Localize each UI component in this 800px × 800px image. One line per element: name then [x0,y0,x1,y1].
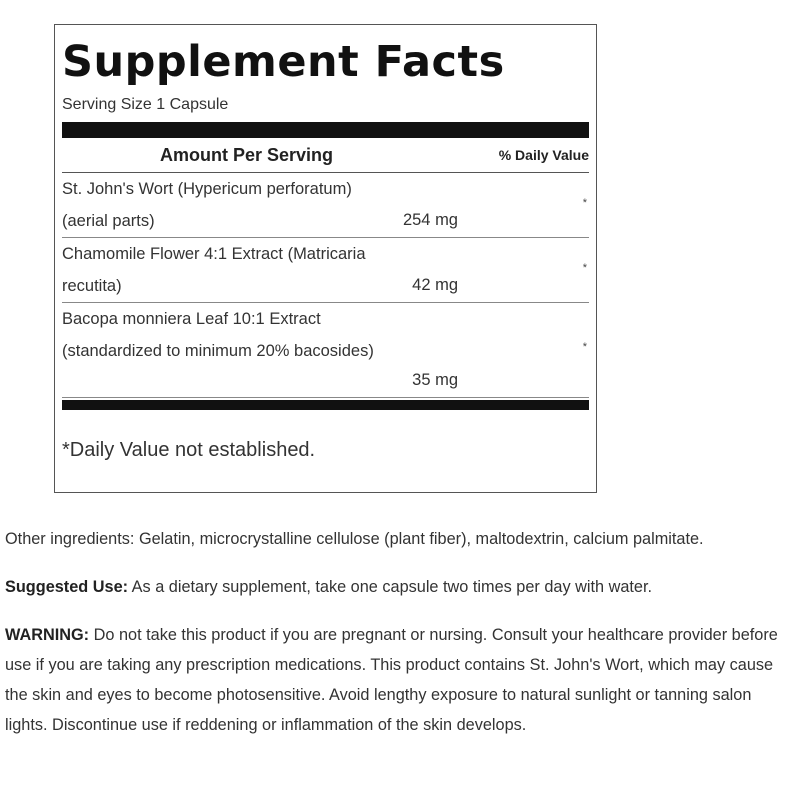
ingredient-amount: 35 mg [412,371,458,389]
warning-text: Do not take this product if you are pregnant or nursing. Consult your healthcare provider before use if you are taking any prescription medications. This product contains St. John's Wort, which may cause the skin and eyes to become photosensitive. Avoid lengthy exposure to natural sunlight or tanning salon lights. Discontinue use if reddening or inflammation of the skin develops. [5,626,778,734]
ingredient-daily-value: * [582,341,587,353]
facts-title: Supplement Facts [62,37,505,87]
suggested-use-text: As a dietary supplement, take one capsule two times per day with water. [128,578,653,596]
ingredient-name-line: (standardized to minimum 20% bacosides) [62,342,374,360]
daily-value-footnote: *Daily Value not established. [62,439,316,461]
top-divider-bar [62,122,589,138]
ingredient-name-line: Chamomile Flower 4:1 Extract (Matricaria [62,245,366,263]
warning [5,620,795,740]
ingredient-name-line: recutita) [62,277,122,295]
serving-size: Serving Size 1 Capsule [62,96,229,113]
ingredient-daily-value: * [582,197,587,209]
supplement-facts-panel [54,24,597,493]
ingredient-daily-value: * [582,262,587,274]
other-ingredients: Other ingredients: Gelatin, microcrystalline cellulose (plant fiber), maltodextrin, calcium palmitate. [5,530,704,548]
suggested-use [5,572,795,602]
ingredient-row [62,303,589,398]
warning-label: WARNING: [5,626,90,644]
ingredient-name-line: (aerial parts) [62,212,155,230]
ingredient-amount: 254 mg [402,211,458,229]
suggested-use-label: Suggested Use: [5,578,129,596]
amount-header-row [62,143,589,173]
ingredient-amount: 42 mg [412,276,458,294]
ingredient-row [62,173,589,238]
ingredient-row [62,238,589,303]
bottom-divider-bar [62,400,589,410]
ingredient-name-line: Bacopa monniera Leaf 10:1 Extract [62,310,321,328]
amount-per-serving-label: Amount Per Serving [160,145,334,165]
daily-value-label: % Daily Value [498,147,589,163]
ingredient-name-line: St. John's Wort (Hypericum perforatum) [62,180,352,198]
